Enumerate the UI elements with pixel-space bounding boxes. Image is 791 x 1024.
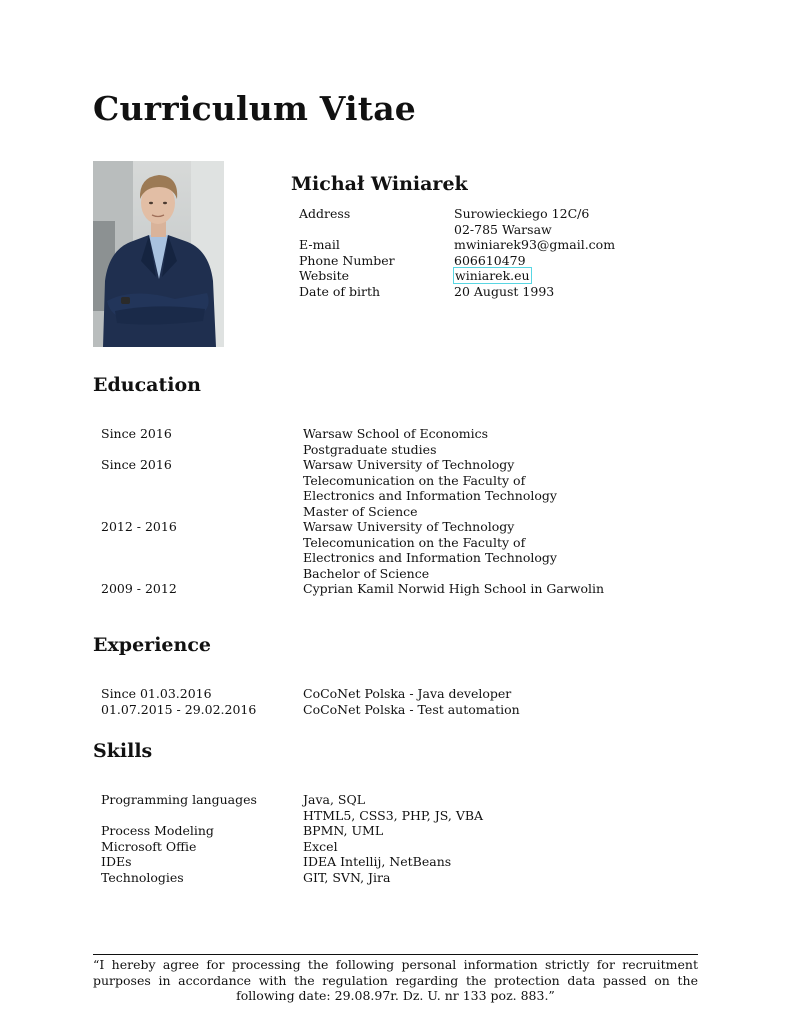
education-entry <box>101 519 604 581</box>
entry-date: 01.07.2015 - 29.02.2016 <box>101 701 257 717</box>
skill-line: Java, SQL <box>303 792 366 807</box>
profile-photo <box>93 161 224 347</box>
education-entry <box>101 457 604 519</box>
skill-line: IDEA Intellij, NetBeans <box>303 854 452 869</box>
experience-list <box>101 686 520 717</box>
document-title: Curriculum Vitae <box>93 89 416 128</box>
contact-label: Date of birth <box>299 283 381 299</box>
skill-entry <box>101 870 483 886</box>
skill-entry <box>101 823 483 839</box>
address-line: 02-785 Warsaw <box>454 221 552 237</box>
contact-row-website <box>299 268 615 284</box>
entry-line: Warsaw University of Technology <box>303 457 515 472</box>
address-line: Surowieckiego 12C/6 <box>454 206 590 221</box>
entry-line: CoCoNet Polska - Java developer <box>303 686 512 701</box>
website-link[interactable]: winiarek.eu <box>455 268 530 283</box>
entry-line: Electronics and Information Technology <box>303 550 557 565</box>
entry-date: 2012 - 2016 <box>101 519 177 534</box>
entry-details <box>303 426 488 457</box>
experience-entry <box>101 686 520 702</box>
entry-line: Bachelor of Science <box>303 565 430 581</box>
experience-entry <box>101 702 520 718</box>
education-entry <box>101 426 604 457</box>
entry-line: Warsaw School of Economics <box>303 426 488 441</box>
contact-value <box>454 206 589 237</box>
entry-line: Cyprian Kamil Norwid High School in Garwolin <box>303 581 605 596</box>
skill-line: BPMN, UML <box>303 823 384 838</box>
skill-entry <box>101 792 483 823</box>
section-title-education: Education <box>93 374 201 396</box>
entry-details <box>303 581 604 597</box>
footer-divider <box>93 954 698 955</box>
skill-entry <box>101 839 483 855</box>
entry-line: Warsaw University of Technology <box>303 519 515 534</box>
skill-line: GIT, SVN, Jira <box>303 869 391 885</box>
entry-date: Since 2016 <box>101 426 172 441</box>
contact-row-birthdate <box>299 284 615 300</box>
skill-category: Microsoft Offie <box>101 838 197 854</box>
entry-line: Postgraduate studies <box>303 441 437 457</box>
skill-category: Programming languages <box>101 792 257 807</box>
section-title-skills: Skills <box>93 740 153 762</box>
skill-details <box>303 792 483 823</box>
entry-date: 2009 - 2012 <box>101 581 177 596</box>
entry-details <box>303 457 557 519</box>
entry-line: Telecomunication on the Faculty of <box>303 472 526 488</box>
entry-line: Telecomunication on the Faculty of <box>303 534 526 550</box>
entry-details <box>303 519 557 581</box>
contact-row-phone <box>299 253 615 269</box>
section-title-experience: Experience <box>93 634 211 656</box>
contact-label: Phone Number <box>299 252 395 268</box>
entry-date: Since 2016 <box>101 457 172 472</box>
skills-list <box>101 792 483 885</box>
entry-line: Electronics and Information Technology <box>303 488 557 503</box>
education-entry <box>101 581 604 597</box>
skill-category: IDEs <box>101 854 132 869</box>
skill-line: HTML5, CSS3, PHP, JS, VBA <box>303 807 484 823</box>
person-name: Michał Winiarek <box>291 173 468 195</box>
skill-entry <box>101 854 483 870</box>
skill-line: Excel <box>303 838 338 854</box>
birthdate-value: 20 August 1993 <box>454 283 555 299</box>
entry-date: Since 01.03.2016 <box>101 686 212 701</box>
entry-line: CoCoNet Polska - Test automation <box>303 701 520 717</box>
skill-category: Process Modeling <box>101 823 214 838</box>
contact-label: Address <box>299 206 351 221</box>
skill-category: Technologies <box>101 869 184 885</box>
entry-line: Master of Science <box>303 503 418 519</box>
phone-value: 606610479 <box>454 252 526 268</box>
contact-label: Website <box>299 268 350 283</box>
contact-details <box>299 206 615 299</box>
contact-label: E-mail <box>299 237 340 252</box>
education-list <box>101 426 604 597</box>
contact-row-address <box>299 206 615 237</box>
consent-clause: “I hereby agree for processing the following personal information strictly for recruitment purposes in accordance with the regulation regarding the protection data passed on the following date: 29.08.97r. Dz. U. nr 133 poz. 883.” <box>93 957 698 1003</box>
email-value: mwiniarek93@gmail.com <box>454 237 616 252</box>
contact-row-email <box>299 237 615 253</box>
